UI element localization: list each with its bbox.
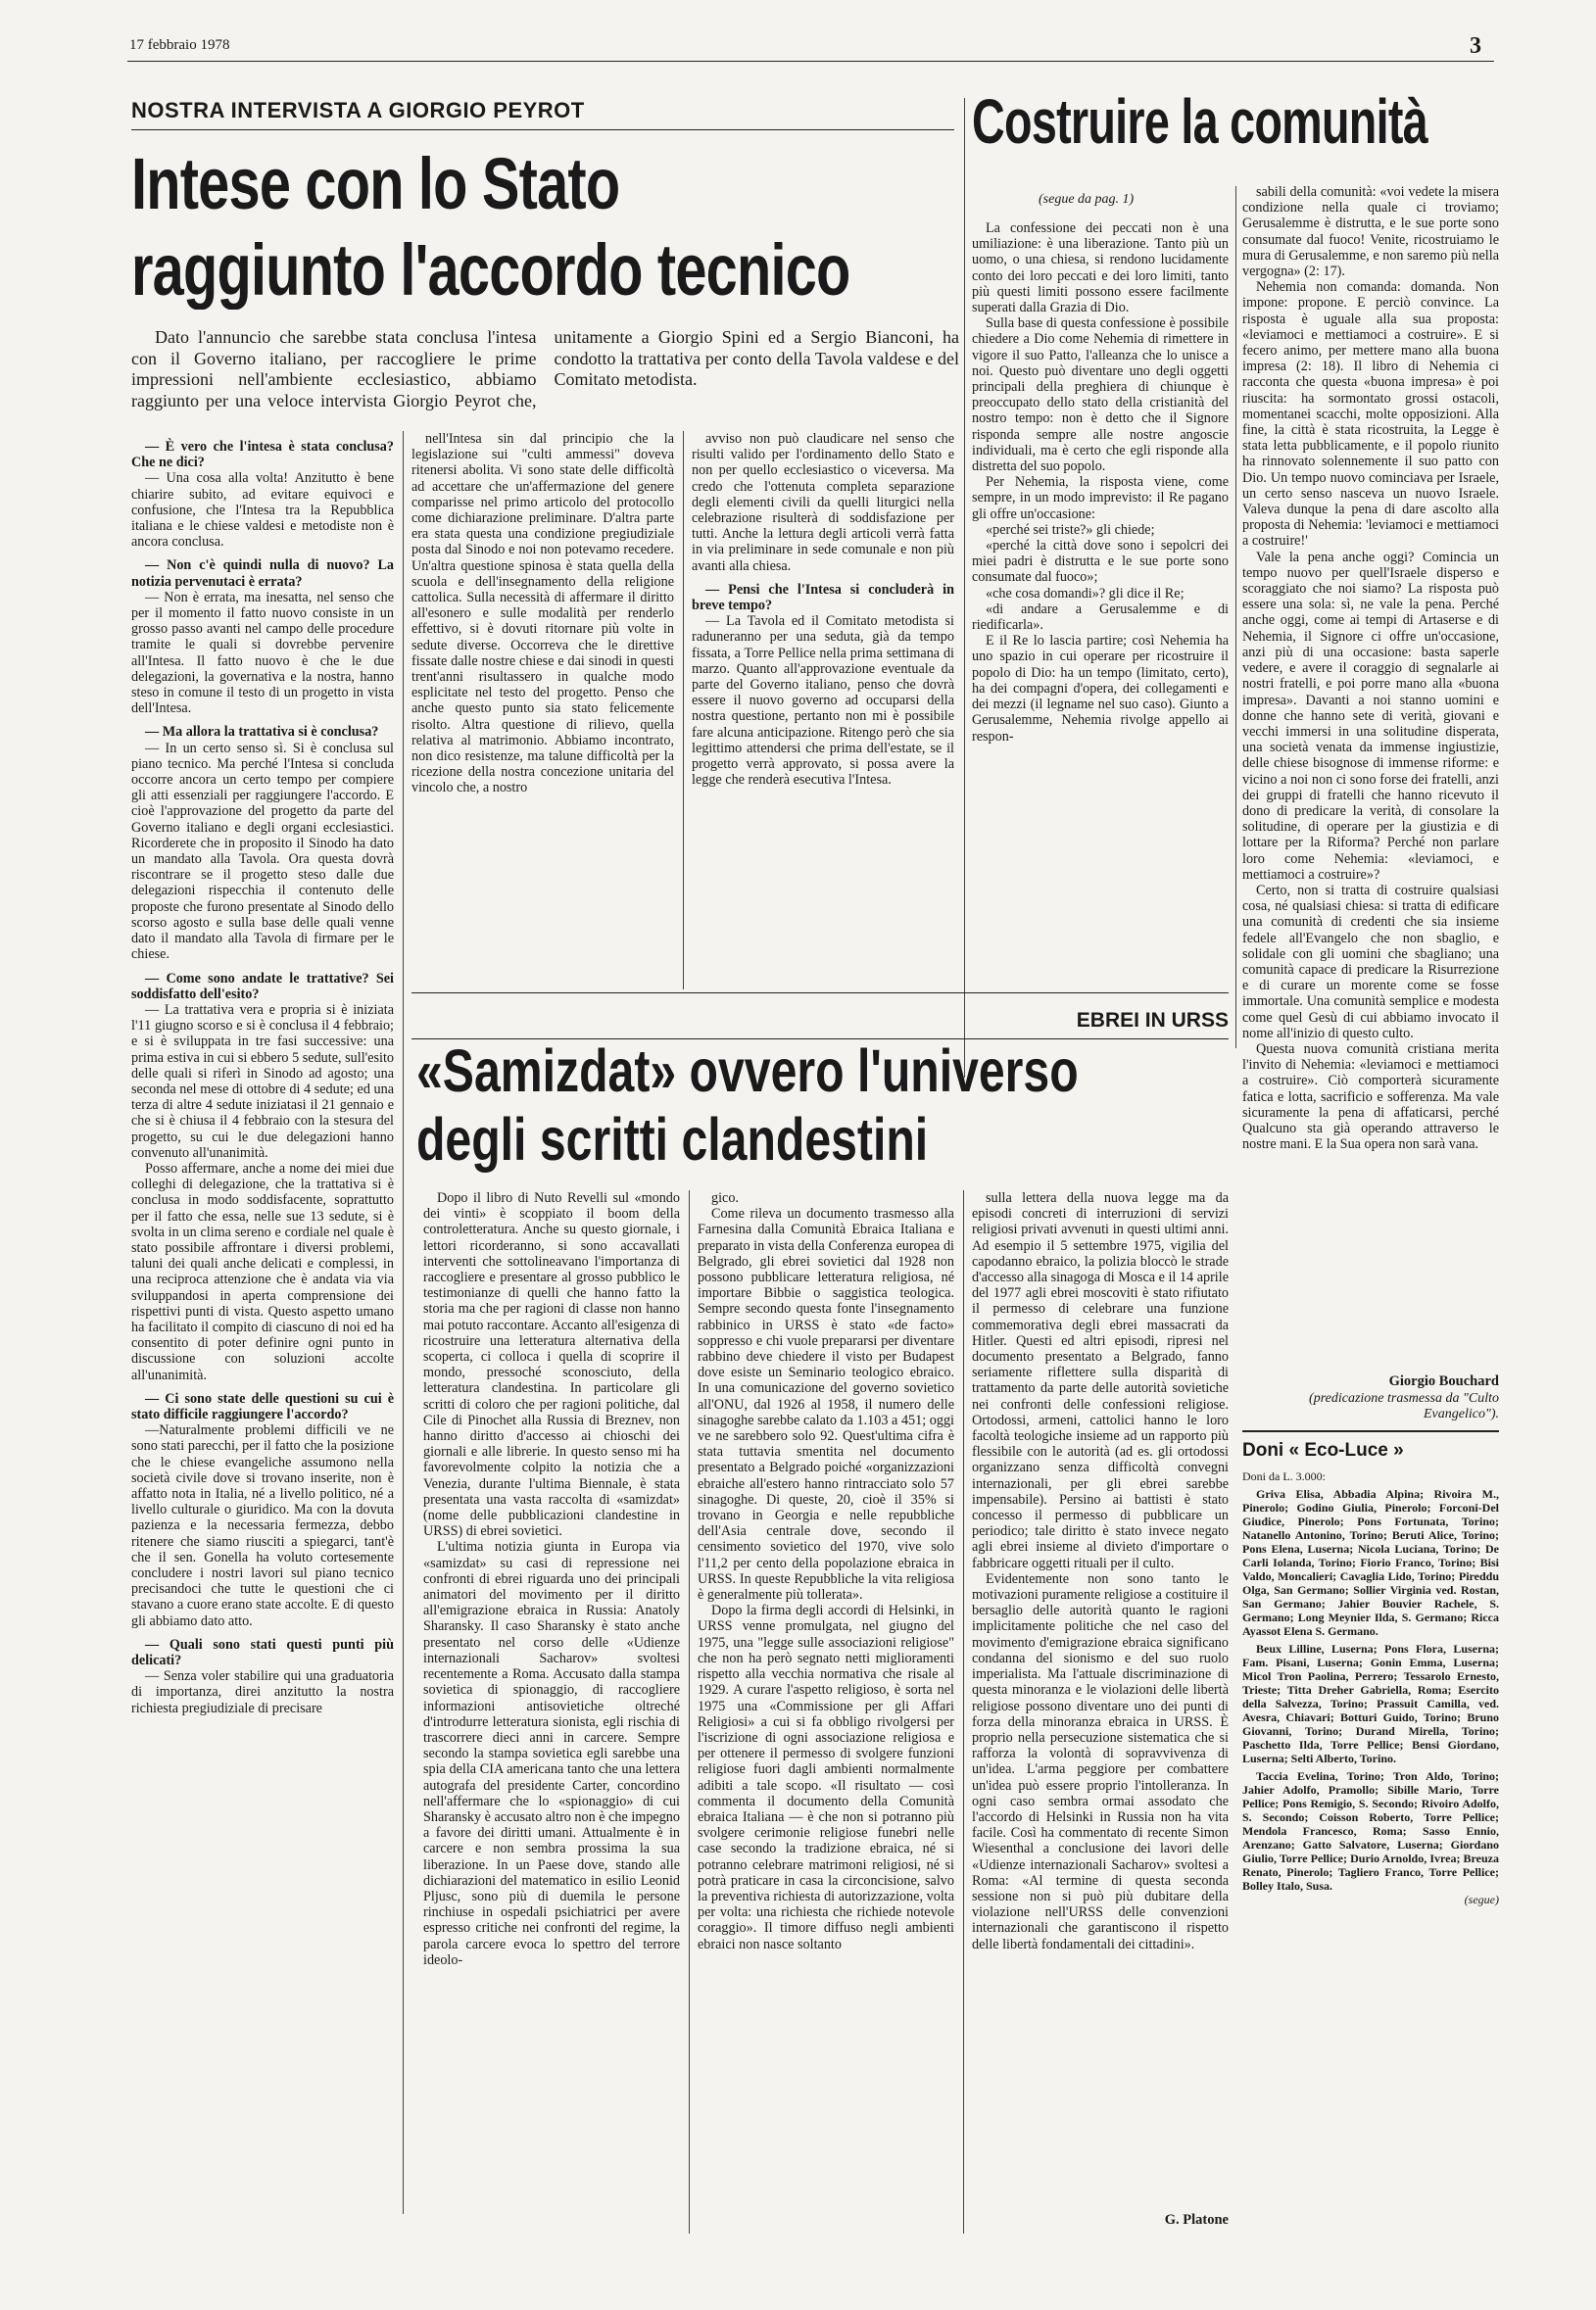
paragraph: Dopo il libro di Nuto Revelli sul «mondo dei vinti» è scoppiato il boom della controletteratura. Anche su questo giornale, i lettori ricorderanno, si sono accavallati interventi che sottolineavano l'importanza di raccogliere e presentare al grosso pubblico le testimonianze di quelli che hanno fatto la storia ma che per ragioni di classe non hanno mai potuto raccontare. Accanto all'esigenza di ricostruire una letteratura alternativa della scoperta, ci colloca i quella di scoprire il mondo, pressoché sconosciuto, della letteratura clandestina. In particolare gli scritti di coloro che per ragioni politiche, dal Cile di Pinochet alla Russia di Breznev, non hanno diritto d'accesso ai chioschi dei giornali e alle librerie. In questo senso mi ha favorevolmente colpito la notizia che a Venezia, durante l'ultima Biennale, è stata presentata una vasta raccolta di «samizdat» (nome delle pubblicazioni clandestine in URSS) di ebrei sovietici. [423,1190,680,1540]
paragraph: «che cosa domandi»? gli dice il Re; [986,585,1185,602]
paragraph: Certo, non si tratta di costruire qualsiasi cosa, né qualsiasi chiesa: si tratta di edificare una comunità di credenti che sia insieme fedele all'Evangelo che non sbaglio, e solidale con gli uomini che sbagliano; una comunità capace di predicare la Risurrezione e di curare un morente come se fosse immortale. Una comunità semplice e modesta come quel Gesù di cui abbiamo invocato il nome all'inizio di questo culto. [1242,882,1499,1041]
paragraph: L'ultima notizia giunta in Europa via «samizdat» su casi di repressione nei confronti di ebrei riguarda uno dei principali animatori del movimento per il diritto all'emigrazione ebraica in Russia: Anatoly Sharansky. Il caso Sharansky è stato anche presentato nel corso delle «Udienze internazionali Sacharov» svoltesi recentemente a Roma. Accusato dalla stampa sovietica di spionaggio, di raccogliere informazioni antisovietiche oltreché d'introdurre letteratura sionista, egli rischia di trascorrere dieci anni in carcere. Sempre secondo la stampa sovietica egli sarebbe una spia della CIA americana tanto che una lettera autografa del presidente Carter, concordino nell'affermare che lo «spionaggio» di cui Sharansky è accusato altro non è che impegno a favore dei diritti umani. Attualmente è in carcere e non sembra prossima la sua liberazione. In un Paese dove, stando alle dichiarazioni del matematico in esilio Leonid Pljusc, sono più di duemila le persone rinchiuse in ospedali psichiatrici per avere espresso critiche nei confronti del regime, la parola carcere evoca lo spettro del terrore ideolo- [423,1539,680,1968]
interview-column-3 [692,431,954,989]
samizdat-column-3 [972,1190,1229,2209]
paragraph: Nehemia non comanda: domanda. Non impone: propone. E perciò convince. La risposta è uguale alla sua proposta: «leviamoci e mettiamoci a costruire». E si fecero animo, per mettere mano alla buona impresa (2: 18). Il libro di Nehemia ci racconta che questa «buona impresa» è poi riuscita: ha sormontato grossi ostacoli, momentanei scacchi, molte opposizioni. Alla fine, la città è stata ricostruita, la Legge è stata letta pubblicamente, e il popolo riunito ha rinnovato solennemente il suo patto con Dio. Un tempo nuovo cominciava per Israele, un certo senso nasceva un nuovo Israele. Valeva dunque la pena di dare ascolto alla proposta di Nehemia: 'leviamoci e mettiamoci a costruire!' [1242,279,1499,550]
paragraph: avviso non può claudicare nel senso che risulti valido per l'ordinamento dello Stato e non per quello ecclesiastico o viceversa. Ma credo che l'ottenuta completa separazione degli elementi civili da quelli liturgici nella celebrazione risulterà di soddisfazione per tutti. Anche la lettura degli articoli verrà fatta in via preliminare in sede comunale e non più avanti alla chiesa. [692,431,954,574]
samizdat-column-1 [423,1190,680,2234]
paragraph: E il Re lo lascia partire; così Nehemia ha uno spazio in cui operare per ricostruire il popolo di Dio: ha un tempo (limitato, certo), ha dei compagni d'opera, dei collegamenti e dei mezzi (il legname nel suo caso). Giunto a Gerusalemme, Nehemia rivolge appello ai respon- [972,633,1229,745]
doni-continued: (segue) [1464,1893,1499,1906]
interview-question: — Pensi che l'Intesa si concluderà in breve tempo? [692,581,954,614]
interview-question: — Ma allora la trattativa si è conclusa? [145,724,379,741]
paragraph: — Senza voler stabilire qui una graduatoria di importanza, direi anzitutto la nostra richiesta pregiudiziale di precisare [131,1668,394,1716]
paragraph: Dopo la firma degli accordi di Helsinki, in URSS venne promulgata, nel giugno del 1975, una "legge sulle associazioni religiose" che non ha però segnato netti miglioramenti rispetto alla vecchia normativa che risale al 1929. A curare l'aspetto religioso, è sorta nel 1975 una «Commissione per gli Affari Religiosi» a cui si fa obbligo rivolgersi per l'iscrizione di ogni associazione religiosa e per ottenere il permesso di svolgere funzioni religiose fuori dagli ambienti normalmente adibiti a tale scopo. «Il risultato — così commenta il documento della Comunità ebraica Italiana — è che non si potranno più svolgere cerimonie religiose funebri nelle case secondo la tradizione ebraica, né si potranno celebrare matrimoni religiosi, né si potrà praticare in casa la circoncisione, salvo la preventiva richiesta di autorizzazione, volta per volta: una richiesta che richiede notevole coraggio». Il timore diffuso negli ambienti ebraici non nasce soltanto [698,1603,954,1952]
paragraph: sulla lettera della nuova legge ma da episodi concreti di interruzioni di servizi religiosi privati avvenuti in questi ultimi anni. Ad esempio il 5 settembre 1975, vigilia del capodanno ebraico, la polizia bloccò le strade d'accesso alla sinagoga di Mosca e il 14 aprile del 1977 agli ebrei moscoviti è stato rifiutato il permesso di celebrare una funzione commemorativa degli ebrei massacrati da Hitler. Questi ed altri episodi, ripresi nel documento presentato a Belgrado, fanno seriamente riflettere sulla disparità di trattamento da parte delle autorità sovietiche nei confronti delle confessioni religiose. Ortodossi, armeni, cattolici hanno le loro facoltà teologiche insieme ad un rapporto più flessibile con le autorità (ad es. gli ortodossi organizzano senza difficoltà convegni internazionali, per gli ebrei sarebbe impensabile). Persino ai battisti è stato concesso il permesso di pubblicare un periodico; tale diritto è stato invece negato agli ebrei insieme al divieto d'importare o fabbricare oggetti rituali per il culto. [972,1190,1229,1571]
interview-question: — Quali sono stati questi punti più delicati? [131,1636,394,1669]
column-rule [683,431,684,989]
page-number: 3 [1470,33,1481,59]
samizdat-signature: G. Platone [1164,2212,1229,2228]
column-rule [403,431,404,2214]
column-rule [689,1190,690,2234]
samizdat-column-2 [698,1190,954,2234]
interview-headline-1: Intese con lo Stato [131,145,620,223]
comunita-headline: Costruire la comunità [972,86,1427,157]
paragraph: «perché la città dove sono i sepolcri dei miei padri è distrutta e le sue porte sono consumate dal fuoco»; [972,538,1229,586]
column-rule [964,98,965,1078]
issue-date: 17 febbraio 1978 [129,37,230,53]
column-rule [963,1190,964,2234]
comunita-column-1 [972,220,1229,975]
samizdat-headline-2: degli scritti clandestini [416,1106,929,1173]
interview-column-2 [411,431,674,989]
doni-paragraph: Taccia Evelina, Torino; Tron Aldo, Torino; Jahier Adolfo, Pramollo; Sibille Mario, Torre Pellice; Pons Remigio, S. Secondo; Rivoiro Adolfo, S. Secondo; Coisson Roberto, Torre Pellice; Mendola Francesco, Roma; Sasso Ennio, Arenzano; Gatto Salvatore, Luserna; Giordano Giulio, Torre Pellice; Durio Arnoldo, Ivrea; Breuza Renato, Pinerolo; Tagliero Franco, Torre Pellice; Bolley Italo, Susa. [1242,1769,1499,1893]
interview-kicker: NOSTRA INTERVISTA A GIORGIO PEYROT [131,98,585,122]
comunita-column-2 [1242,184,1499,1379]
paragraph: — Una cosa alla volta! Anzitutto è bene chiarire subito, ad evitare equivoci e confusione, che l'Intesa tra la Repubblica italiana e le chiese valdesi e metodiste non è ancora conclusa. [131,470,394,551]
samizdat-headline-1: «Samizdat» ovvero l'universo [416,1037,1079,1104]
paragraph: Come rileva un documento trasmesso alla Farnesina dalla Comunità Ebraica Italiana e preparato in vista della Conferenza europea di Belgrado, gli ebrei sovietici dal 1928 non possono pubblicare letteratura religiosa, né importare Bibbie o saggistica teologica. Sempre secondo questa fonte l'insegnamento rabbinico in URSS è stato «de facto» soppresso e chi vuole prepararsi per diventare rabbino deve chiedere il visto per Budapest dove esiste un Seminario teologico ebraico. In una comunicazione del governo sovietico all'ONU, dal 1926 al 1958, il numero delle sinagoghe sarebbe calato da 1.103 a 451; oggi ve ne sarebbero solo 92. Quest'ultima cifra è stata tuttavia smentita nel documento presentato a Belgrado poiché «organizzazioni ebraiche all'estero hanno rintracciato solo 57 sinagoghe. Di queste, 20, cioè il 35% si trovano in Georgia e nelle repubbliche dell'Asia centrale dove, secondo il censimento sovietico del 1970, vive solo l'11,2 per cento della popolazione ebraica in URSS. In queste Repubbliche la vita religiosa è generalmente più tollerata». [698,1206,954,1604]
paragraph: Posso affermare, anche a nome dei miei due colleghi di delegazione, che la trattativa si è conclusa in modo soddisfacente, soprattutto per il fatto che essa, nelle sue 13 sedute, si è svolta in un clima sereno e cordiale nel quale è stato possibile affrontare i diversi problemi, taluni dei quali anche delicati e complessi, in una reciproca attenzione che è andata via via sviluppandosi in aperta comprensione dei rispettivi punti di vista. Questo aspetto umano ha facilitato il compito di ciascuno di noi ed ha consentito di poter definire ogni punto in discussione con soluzioni accolte all'unanimità. [131,1160,394,1383]
header-rule [127,61,1494,62]
paragraph: sabili della comunità: «voi vedete la misera condizione nella quale ci troviamo; Gerusalemme è distrutta, e le sue porte sono consumate dal fuoco! Venite, ricostruiamo le mura di Gerusalemme, e non saremo più nella vergogna» (2: 17). [1242,184,1499,280]
paragraph: La confessione dei peccati non è una umiliazione: è una liberazione. Tanto più un uomo, o una chiesa, si rendono lucidamente conto dei loro peccati e dei loro limiti, tanto più questi limiti possono essere facilmente superati dalla Grazia di Dio. [972,220,1229,316]
paragraph: Per Nehemia, la risposta viene, come sempre, in un modo imprevisto: il Re pagano gli offre un'occasione: [972,474,1229,522]
kicker-rule [131,129,954,130]
section-rule [411,992,1229,993]
paragraph: «di andare a Gerusalemme e di riedificarla». [972,601,1229,634]
interview-column-1 [131,431,394,2214]
doni-paragraph: Griva Elisa, Abbadia Alpina; Rivoira M., Pinerolo; Godino Giulia, Pinerolo; Forconi-Del Giudice, Pinerolo; Pons Fortunata, Torino; Natanello Antonino, Torino; Beruti Alice, Torino; Pons Elena, Luserna; Nicola Luciana, Torino; De Carli Iolanda, Torino; Fiorio Franco, Torino; Bisi Valdo, Moncalieri; Cavaglia Lido, Torino; Pireddu Olga, San Germano; Sollier Virginia ved. Rostan, San Germano; Jahier Bouvier Rachele, S. Germano; Long Meynier Ilda, S. Germano; Ricca Ayassot Elena S. Germano. [1242,1487,1499,1638]
samizdat-kicker: EBREI IN URSS [1076,1009,1229,1032]
doni-intro: Doni da L. 3.000: [1242,1469,1326,1483]
comunita-note: (predicazione trasmessa da "Culto Evangelico"). [1309,1391,1499,1421]
column-rule [1235,186,1236,1048]
paragraph: gico. [711,1190,739,1206]
paragraph: nell'Intesa sin dal principio che la legislazione sui "culti ammessi" doveva ritenersi abolita. Vi sono state delle difficoltà ad accettare che un'affermazione del genere comparisse nel primo articolo del protocollo come dichiarazione preliminare. D'altra parte era stata questa una condizione pregiudiziale posta dal Sinodo e noi non potevamo recedere. Un'altra questione spinosa è stata quella della scuola e dell'insegnamento della religione cattolica. Sulla necessità di affermare il diritto all'esonero e sulle modalità per renderlo effettivo, si è dovuti ritornare più volte in sedute diverse. Occorreva che le direttive fissate dalle nostre chiese e dai sinodi in questi trent'anni risultassero in qualche modo esplicitate nel testo del progetto. Penso che anche questo punto sia stato felicemente risolto. Altra questione di rilievo, quella relativa al matrimonio. Abbiamo incontrato, non dico resistenze, ma talune difficoltà per la ricezione della nostra concezione unitaria del vincolo che, a nostro [411,431,674,796]
interview-headline-2: raggiunto l'accordo tecnico [131,231,850,310]
paragraph: Evidentemente non sono tanto le motivazioni puramente religiose a costituire il bersaglio delle autorità quanto le ragioni implicitamente politiche che nel caso del movimento d'emigrazione ebraica significano condanna del sionismo e del suo ruolo imperialista. Ma l'attuale discriminazione di questa minoranza e le violazioni delle libertà religiose possono diventare uno dei punti di forza della minoranza ebraica in URSS. È proprio nella persecuzione sistematica che si rafforza la volontà di sopravvivenza di un'idea. L'arma peggiore per combattere un'idea può essere proprio l'intolleranza. In ogni caso sembra ormai assodato che l'accordo di Helsinki in Russia non ha vita facile. Così ha commentato di recente Simon Wiesenthal a conclusione dei lavori delle «Udienze internazionali Sacharov» svoltesi a Roma: «Al termine di questa seconda sessione non si può più dubitare della violazione nell'URSS delle convenzioni internazionali che garantiscono il rispetto delle libertà fondamentali dei cittadini». [972,1570,1229,1952]
doni-title: Doni « Eco-Luce » [1242,1440,1404,1461]
paragraph: Sulla base di questa confessione è possibile chiedere a Dio come Nehemia di rimettere in vigore il suo Patto, l'alleanza che lo unisce a noi. Questo può diventare uno degli oggetti principali della preghiera di chiunque è preoccupato dello stato della cristianità del nostro tempo: non è detto che il Signore risponda sempre alle nostre angoscie individuali, ma è certo che egli risponde alla distretta del suo popolo. [972,315,1229,475]
paragraph: — La Tavola ed il Comitato metodista si raduneranno per una seduta, già da tempo fissata, a Torre Pellice nella prima settimana di marzo. Quanto all'approvazione eventuale da parte del Governo italiano, penso che dovrà essere il nuovo governo ad occuparsi della nostra questione, pertanto non mi è possibile fare alcuna anticipazione. Ritengo però che sia legittimo attendersi che prima dell'estate, se il progetto verrà approvato, si possa avere la legge che renderà esecutiva l'Intesa. [692,613,954,789]
paragraph: Questa nuova comunità cristiana merita l'invito di Nehemia: «leviamoci e mettiamoci a costruire». Ciò comporterà sicuramente fatica e lotta, sacrificio e sofferenza. Ma vale sicuramente la pena di affaticarsi, perché Qualcuno sta già operando attraverso le nostre mani. E la Sua opera non sarà vana. [1242,1040,1499,1153]
interview-lead: Dato l'annuncio che sarebbe stata conclusa l'intesa con il Governo italiano, per raccogliere le prime impressioni nell'ambiente ecclesiastico, abbiamo raggiunto per una veloce intervista Giorgio Peyrot che, unitamente a Giorgio Spini ed a Sergio Bianconi, ha condotto la trattativa per conto della Tavola valdese e del Comitato metodista. [131,327,959,410]
comunita-signature: Giorgio Bouchard [1388,1373,1499,1389]
interview-question: — Ci sono state delle questioni su cui è stato difficile raggiungere l'accordo? [131,1390,394,1422]
paragraph: —Naturalmente problemi difficili ve ne sono stati parecchi, per il fatto che la posizione che le chiese evangeliche assumono nella società civile dove si trovano inserite, non è affatto nota in Italia, né a livello politico, né a livello culturale o giuridico. Ma con la dovuta pazienza e la necessaria fermezza, debbo ritenere che siamo riusciti a spiegarci, tant'è che il sen. Gonella ha voluto cortesemente concludere i nostri lavori sul piano tecnico precisandoci che tutte le questioni che ci stavano a cuore erano state accolte. E di questo gli abbiamo dato atto. [131,1422,394,1629]
doni-paragraph: Beux Lilline, Luserna; Pons Flora, Luserna; Fam. Pisani, Luserna; Gonin Emma, Luserna; Micol Tron Paolina, Perrero; Tessarolo Ernesto, Trieste; Titta Dreher Gabriella, Roma; Esercito della Salvezza, Torino; Prassuit Camilla, ved. Avesra, Chiavari; Botturi Guido, Torino; Bruno Giovanni, Torino; Durand Mirella, Torino; Paschetto Ilda, Torre Pellice; Bensi Giordano, Luserna; Selti Alberto, Torino. [1242,1642,1499,1765]
doni-rule [1242,1430,1499,1432]
paragraph: — Non è errata, ma inesatta, nel senso che per il momento il fatto nuovo consiste in un grosso passo avanti nel campo delle procedure tramite le quali si dovrebbe pervenire all'Intesa. Il fatto nuovo è che le due delegazioni, la governativa e la nostra, hanno steso in comune il testo di un progetto in vista dell'Intesa. [131,589,394,717]
paragraph: Vale la pena anche oggi? Comincia un tempo nuovo per quell'Israele disperso e scoraggiato che noi siamo? La risposta può essere una sola: sì, ne vale la pena. Perché anche oggi, come ai tempi di Artaserse e di Nehemia, il Signore ci offre un'occasione, anzi più di una occasione: basta saperle vedere, e avere il coraggio di segnalarle ai nostri fratelli, e poi porre mano alla «buona impresa». Davanti a noi stanno uomini e donne che hanno sete di verità, giovani e vecchi immersi in una solitudine disperata, una società venata da immense ingiustizie, delle chiese bisognose di immense riforme: e vicino a noi non ci sono forse dei fratelli, anzi dei gruppi di fratelli che hanno ricevuto il dono di predicare la verità, di consolare la solitudine, di operare per la giustizia e di lottare per la Riforma? Perché non parlare loro come Nehemia: «leviamoci, e mettiamoci a costruire»? [1242,549,1499,883]
doni-list [1242,1469,1499,1906]
paragraph: — La trattativa vera e propria si è iniziata l'11 giugno scorso e si è conclusa il 4 febbraio; e si è sviluppata in tre fasi successive: una prima estiva in cui si ebbero 5 sedute, sull'esito delle quali si riferì in Sinodo ad agosto; una seconda nel mese di ottobre di 4 sedute; ed una terza di altre 4 sedute iniziatasi il 21 gennaio e che si è chiusa il 4 febbraio con la stesura del progetto, su cui le due delegazioni hanno convenuto all'unanimità. [131,1001,394,1161]
interview-question: — Come sono andate le trattative? Sei soddisfatto dell'esito? [131,970,394,1002]
paragraph: «perché sei triste?» gli chiede; [986,521,1155,538]
comunita-continued: (segue da pag. 1) [1039,192,1135,207]
interview-question: — Non c'è quindi nulla di nuovo? La notizia pervenutaci è errata? [131,557,394,590]
paragraph: — In un certo senso sì. Si è conclusa sul piano tecnico. Ma perché l'Intesa si concluda occorre ancora un certo tempo per compiere gli atti essenziali per raggiungere l'accordo. E cioè l'approvazione del progetto da parte del Governo italiano e degli organi ecclesiastici. Ricorderete che in proposito il Sinodo ha dato un mandato alla Tavola. Ora questa dovrà riscontrare se il progetto steso dalle due delegazioni rispecchia il contenuto delle proposte che furono presentate al Sinodo dello scorso agosto e sulla base delle quali venne dato il mandato alla Tavola di firmare per le chiese. [131,740,394,963]
interview-question: — È vero che l'intesa è stata conclusa? Che ne dici? [131,439,394,471]
